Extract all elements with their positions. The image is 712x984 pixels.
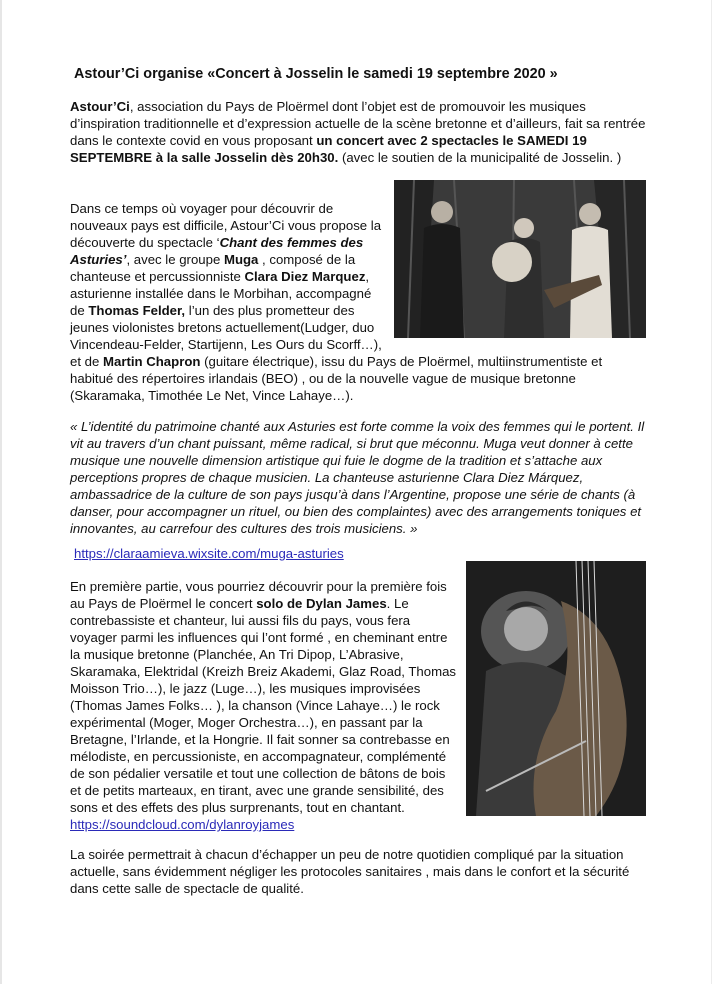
muga-band-photo (394, 180, 646, 338)
intro-paragraph (70, 98, 646, 166)
muga-paragraph (70, 200, 646, 404)
dylan-james-photo (466, 561, 646, 816)
soundcloud-link[interactable]: https://soundcloud.com/dylanroyjames (70, 817, 295, 832)
muga-photo-illustration (394, 180, 646, 338)
group-name: Muga (223, 252, 259, 267)
dylan-text: En première partie, vous pourriez découvrir pour la première fois au Pays de Ploërmel le concert solo de Dylan James. Le contrebassiste et chanteur, lui aussi fils du pays, vous fera voyager parmi les influences qui l’ont formé , en cheminant entre la musique bretonne (Planchée, An Tri Dipop, L’Abrasive, Skaramaka, Elektridal (Kreizh Breiz Akademi, Glaz Road, Thomas Moisson Trio…), le jazz (Luge…), les musiques improvisées (Thomas James Folks… ), la chanson (Vince Lahaye…) le rock expérimental (Moger, Moger Orchestra…), en passant par la Bretagne, l’Irlande, et la Hongrie. Il fait sonner sa contrebasse en mélodiste, en percussioniste, en accompagnateur, complémenté de son pédalier versatile et tout une collection de bâtons de bois et de petits marteaux, en tirant, avec une grande sensibilité, des sons et des effets des plus surprenants, tout en chantant. https://soundcloud.com/dylanroyjames (70, 579, 457, 832)
concert-announcement: un concert avec 2 spectacles le SAMEDI 19 SEPTEMBRE à la salle Josselin dès 20h30. (70, 133, 587, 165)
dylan-solo: solo de Dylan James (256, 596, 387, 611)
intro-text-end: (avec le soutien de la municipalité de Josselin. ) (338, 150, 622, 165)
dylan-photo-illustration (466, 561, 646, 816)
page-edge-left (0, 0, 2, 984)
guitarist-name: Martin Chapron (103, 354, 201, 369)
org-name: Astour’Ci (70, 99, 130, 114)
intro-text: , association du Pays de Ploërmel dont l’objet est de promouvoir les musiques d’inspiration traditionnelle et d’expression actuelle de la scène bretonne et d’ailleurs, fait sa rentrée dans le contexte covid en vous proposant (70, 99, 646, 148)
dylan-paragraph (70, 578, 646, 833)
closing-paragraph: La soirée permettrait à chacun d’échapper un peu de notre quotidien compliqué par la situation actuelle, sans évidemment négliger les protocoles sanitaires , mais dans le confort et la sécurité dans cette salle de spectacle de qualité. (70, 847, 630, 896)
violinist-name: Thomas Felder, (88, 303, 186, 318)
show-title: Chant des femmes des Asturies’ (70, 235, 364, 267)
page-title: Astour’Ci organise «Concert à Josselin le samedi 19 septembre 2020 » (74, 66, 558, 82)
muga-link[interactable]: https://claraamieva.wixsite.com/muga-asturies (74, 546, 344, 561)
singer-name: Clara Diez Marquez (244, 269, 366, 284)
muga-text: Dans ce temps où voyager pour découvrir de nouveaux pays est difficile, Astour’Ci vous propose la découverte du spectacle ‘Chant des femmes des Asturies’, avec le groupe Muga , composé de la chanteuse et percussionniste Clara Diez Marquez, asturienne installée dans le Morbihan, accompagné de Thomas Felder, l’un des plus prometteur des jeunes violonistes bretons actuellement(Ludger, duo Vincendeau-Felder, Startijenn, Les Ours du Scorff…), et de Martin Chapron (guitare électrique), issu du Pays de Ploërmel, multiinstrumentiste et habitué des répertoires irlandais (BEO) , ou de la nouvelle vague de musique bretonne (Skaramaka, Timothée Le Net, Vince Lahaye…). (70, 201, 603, 403)
quote-paragraph: « L’identité du patrimoine chanté aux Asturies est forte comme la voix des femmes qui le portent. Il vit au travers d’un chant puissant, même radical, si brut que méconnu. Muga veut donner à cette musique une nouvelle dimension artistique qui fuie le dogme de la tradition et s’attache aux perceptions propres de chaque musicien. La chanteuse asturienne Clara Diez Márquez, ambassadrice de la culture de son pays jusqu’à dans l’Argentine, propose une série de chants (à danser, pour accompagner un rituel, ou bien des complaintes) avec des arrangements toniques et innovantes, au carrefour des cultures des trois musiciens. » (70, 419, 645, 536)
